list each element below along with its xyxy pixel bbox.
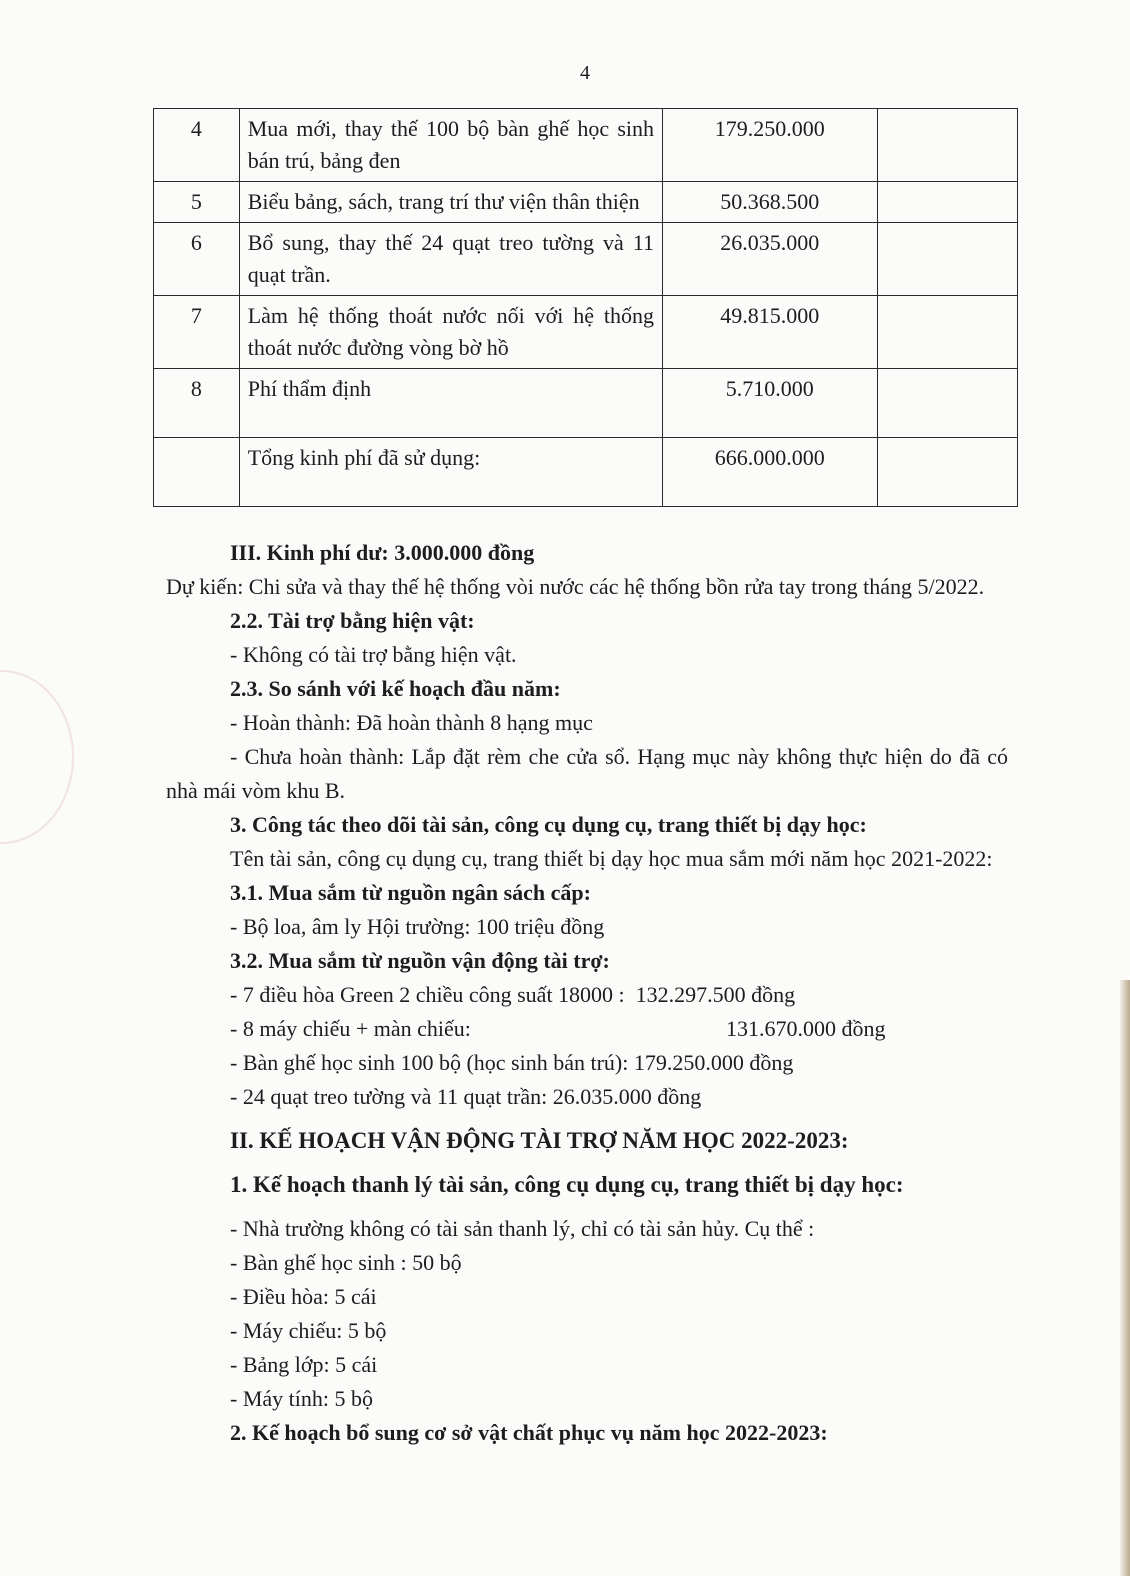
total-amount: 666.000.000 (663, 438, 878, 507)
budget-table (153, 108, 1018, 507)
section-3-1-heading: 3.1. Mua sắm từ nguồn ngân sách cấp: (230, 880, 591, 905)
section-iii-text: Dự kiến: Chi sửa và thay thế hệ thống vòi nước các hệ thống bồn rửa tay trong tháng 5/2022. (166, 574, 985, 599)
row-stt: 4 (154, 109, 240, 182)
row-stt: 6 (154, 223, 240, 296)
total-label: Tổng kinh phí đã sử dụng: (239, 438, 662, 507)
list-item (166, 1046, 1008, 1080)
page-edge-shadow (1120, 980, 1130, 1576)
row-amount: 50.368.500 (663, 182, 878, 223)
item-amount: 132.297.500 đồng (635, 982, 796, 1007)
list-item: - Máy chiếu: 5 bộ (230, 1318, 387, 1343)
row-desc: Phí thẩm định (239, 369, 662, 438)
item-amount: 179.250.000 đồng (633, 1050, 794, 1075)
table-row (154, 109, 1018, 182)
section-ii-heading: II. KẾ HOẠCH VẬN ĐỘNG TÀI TRỢ NĂM HỌC 2022-2023: (230, 1128, 849, 1153)
row-stt: 5 (154, 182, 240, 223)
item-label: - Bàn ghế học sinh 100 bộ (học sinh bán trú): (230, 1050, 629, 1075)
row-note (877, 369, 1017, 438)
row-amount: 179.250.000 (663, 109, 878, 182)
row-stt: 7 (154, 296, 240, 369)
item-amount: 26.035.000 đồng (552, 1084, 702, 1109)
section-3-2-heading: 3.2. Mua sắm từ nguồn vận động tài trợ: (230, 948, 610, 973)
item-label: - 8 máy chiếu + màn chiếu: (230, 1016, 471, 1041)
table-row (154, 182, 1018, 223)
row-desc: Mua mới, thay thế 100 bộ bàn ghế học sinh bán trú, bảng đen (239, 109, 662, 182)
list-item: - Nhà trường không có tài sản thanh lý, chỉ có tài sản hủy. Cụ thể : (230, 1216, 815, 1241)
list-item: - Điều hòa: 5 cái (230, 1284, 377, 1309)
page-number: 4 (580, 62, 590, 84)
row-desc: Biểu bảng, sách, trang trí thư viện thân thiện (239, 182, 662, 223)
list-item (166, 1080, 1008, 1114)
row-note (877, 182, 1017, 223)
section-iii-heading: III. Kinh phí dư: 3.000.000 đồng (230, 540, 535, 565)
list-item (166, 1012, 1008, 1046)
faded-stamp (0, 670, 74, 844)
row-amount: 26.035.000 (663, 223, 878, 296)
total-note (877, 438, 1017, 507)
row-note (877, 109, 1017, 182)
row-amount: 5.710.000 (663, 369, 878, 438)
row-note (877, 223, 1017, 296)
row-desc: Làm hệ thống thoát nước nối với hệ thống thoát nước đường vòng bờ hồ (239, 296, 662, 369)
table-row (154, 369, 1018, 438)
section-ii-1-heading: 1. Kế hoạch thanh lý tài sản, công cụ dụng cụ, trang thiết bị dạy học: (230, 1172, 904, 1197)
table-total-row (154, 438, 1018, 507)
section-2-2-heading: 2.2. Tài trợ bằng hiện vật: (230, 608, 475, 633)
list-item: - Máy tính: 5 bộ (230, 1386, 373, 1411)
table-row (154, 296, 1018, 369)
document-body (166, 536, 1008, 1450)
section-3-intro: Tên tài sản, công cụ dụng cụ, trang thiết bị dạy học mua sắm mới năm học 2021-2022: (230, 846, 993, 871)
row-note (877, 296, 1017, 369)
list-item: - Bàn ghế học sinh : 50 bộ (230, 1250, 462, 1275)
section-3-heading: 3. Công tác theo dõi tài sản, công cụ dụng cụ, trang thiết bị dạy học: (230, 812, 867, 837)
list-item (166, 978, 1008, 1012)
item-amount: 131.670.000 đồng (726, 1016, 886, 1041)
item-label: - 7 điều hòa Green 2 chiều công suất 18000 : (230, 982, 625, 1007)
table-row (154, 223, 1018, 296)
list-item: - Hoàn thành: Đã hoàn thành 8 hạng mục (230, 710, 593, 735)
list-item: - Không có tài trợ bằng hiện vật. (230, 642, 517, 667)
item-label: - 24 quạt treo tường và 11 quạt trần: (230, 1084, 548, 1109)
list-item: - Bộ loa, âm ly Hội trường: 100 triệu đồng (230, 914, 605, 939)
total-stt (154, 438, 240, 507)
row-amount: 49.815.000 (663, 296, 878, 369)
row-desc: Bổ sung, thay thế 24 quạt treo tường và 11 quạt trần. (239, 223, 662, 296)
section-ii-2-heading: 2. Kế hoạch bổ sung cơ sở vật chất phục vụ năm học 2022-2023: (230, 1420, 828, 1445)
row-stt: 8 (154, 369, 240, 438)
list-item: - Chưa hoàn thành: Lắp đặt rèm che cửa sổ. Hạng mục này không thực hiện do đã có nhà mái vòm khu B. (166, 744, 1008, 803)
section-2-3-heading: 2.3. So sánh với kế hoạch đầu năm: (230, 676, 561, 701)
list-item: - Bảng lớp: 5 cái (230, 1352, 378, 1377)
